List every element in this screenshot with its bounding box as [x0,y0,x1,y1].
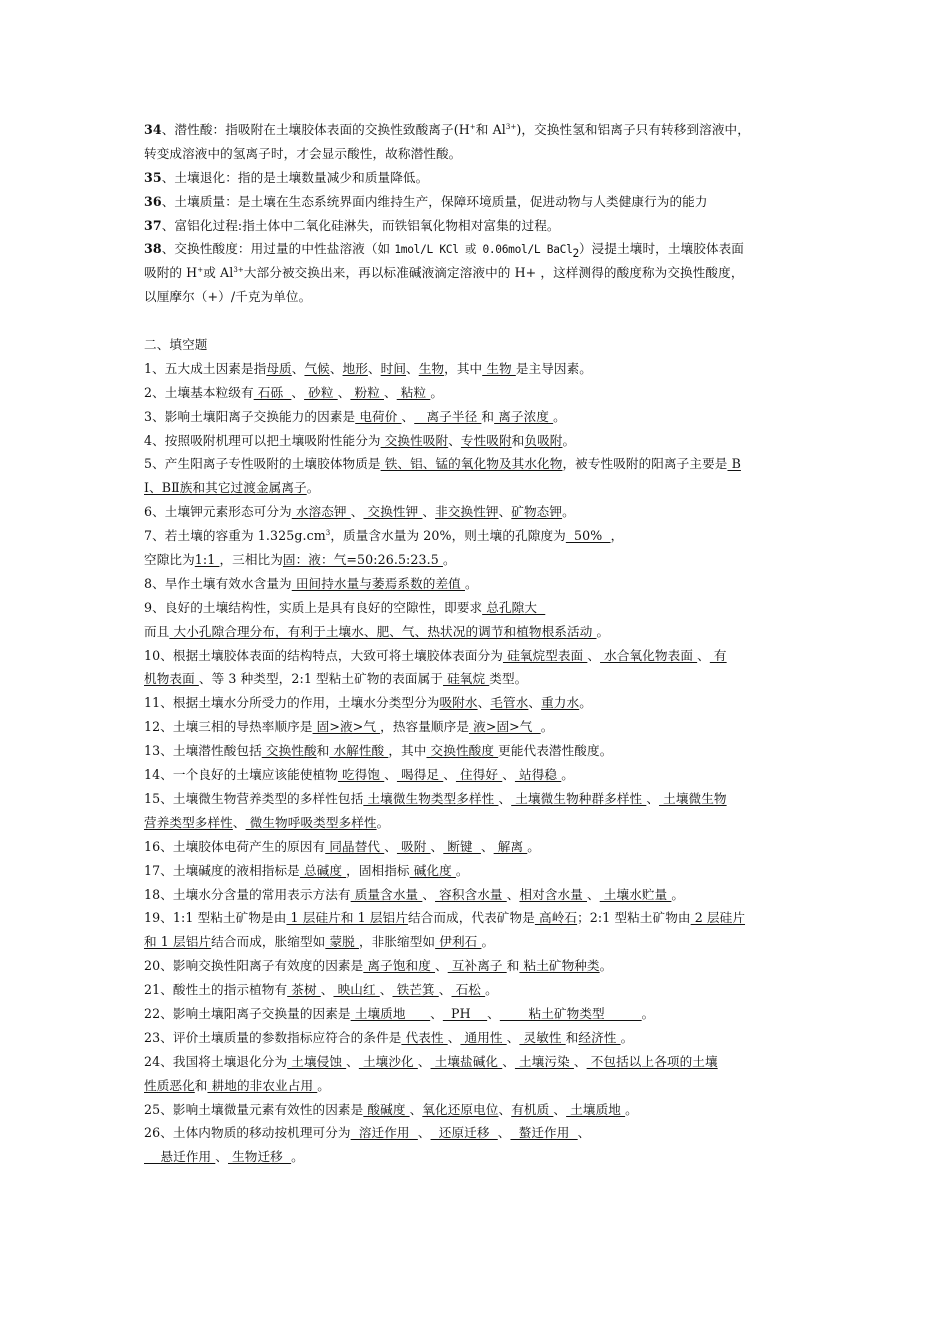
question-text: 9、良好的土壤结构性，实质上是具有良好的空隙性，即要求 [144,599,483,615]
question-text: 11、根据土壤水分所受力的作用，土壤水分类型分为 [144,695,440,711]
answer-blank: 50% [565,528,611,544]
question-text: ，热容量顺序是 [380,719,470,735]
answer-blank: 土壤微生物类型多样性 [363,790,499,806]
question-text: ，其中 [388,743,427,759]
question-text: 结合而成，胀缩型如 [211,934,326,950]
question-4 [144,429,812,453]
answer-blank: 吃得饱 [337,767,385,783]
question-text: 24、我国将土壤退化分为 [144,1053,288,1069]
document-page [144,118,812,1169]
definition-36: 36、土壤质量：是土壤在生态系统界面内维持生产，保障环境质量，促进动物与人类健康行为的能力 [144,193,708,209]
answer-blank: 酸碱度 [363,1101,410,1117]
question-text: 。 [540,719,554,735]
question-2 [144,381,812,405]
answer-blank: 总孔隙大 [482,599,546,615]
question-text: ，其中 [444,360,483,376]
question-text: 、 [379,982,393,998]
answer-blank: 伊利石 [435,934,482,950]
question-text: 、 [320,982,334,998]
question-6 [144,500,812,524]
answer-blank: 生物迁移 [228,1149,292,1165]
answer-blank: 时间 [380,360,407,376]
question-text: 。 [527,838,540,854]
answer-blank: 经济性 [578,1029,621,1045]
question-11 [144,691,812,715]
answer-blank: 机物表面 [144,671,199,687]
answer-blank: 交换性钾 [363,504,423,520]
question-text: 。 [291,1149,304,1165]
question-text: 、 [417,1125,431,1141]
question-text: 、 [506,1029,520,1045]
answer-blank: 土壤质地 [350,1005,431,1021]
question-text: 。 [596,623,610,639]
question-text: 、 [430,1005,443,1021]
question-text: 、 [697,647,710,663]
answer-blank: 矿物态钾 [511,504,563,520]
answer-blank: 质量含水量 [350,886,423,902]
question-text: 22、影响土壤阳离子交换量的因素是 [144,1005,351,1021]
question-text: 、 [384,384,397,400]
answer-blank: 还原迁移 [430,1125,498,1141]
answer-blank: 砂粒 [304,384,338,400]
answer-blank: 灵敏性 [519,1029,566,1045]
question-17 [144,859,812,883]
question-text: 和 [316,743,330,759]
question-5-cont [144,476,812,500]
question-text: 。 [481,934,495,950]
question-text: 。 [641,1005,655,1021]
answer-blank: 液>固>气 [469,719,541,735]
question-10-cont [144,667,812,691]
answer-blank: 粘土矿物种类 [519,958,600,974]
question-12 [144,715,812,739]
question-text: 1、五大成土因素是指 [144,360,267,376]
question-text: 、 [438,982,452,998]
question-text: 14、一个良好的土壤应该能使植物 [144,767,338,783]
question-9-cont [144,620,812,644]
answer-blank: 离子饱和度 [363,958,436,974]
answer-blank: 耕地的非农业占用 [207,1077,318,1093]
answer-blank: 重力水 [541,695,580,711]
question-text: 、 [443,767,456,783]
answer-blank: 生物 [418,360,445,376]
item-number: 36 [144,193,162,209]
answer-blank: 生物 [482,360,516,376]
question-text: 和 [511,432,525,448]
answer-blank: 吸附水 [439,695,478,711]
question-7-cont [144,548,812,572]
answer-blank: 铁、铝、锰的氧化物及其水化物 [380,456,563,472]
answer-blank: B [727,456,741,472]
answer-blank: 容积含水量 [435,886,507,902]
answer-blank: 土壤微生物 [659,790,727,806]
question-20 [144,954,812,978]
answer-blank: 同晶替代 [325,838,385,854]
question-text: 、 [215,1149,228,1165]
question-text: 。 [430,384,444,400]
question-text: 10、根据土壤胶体表面的结构特点，大致可将土壤胶体表面分为 [144,647,503,663]
question-19 [144,906,812,930]
question-15 [144,787,812,811]
definition-34-cont: 转变成溶液中的氢离子时，才会显示酸性，故称潜性酸。 [144,145,462,161]
question-text: 17、土壤碱度的液相指标是 [144,862,300,878]
question-text: 13、土壤潜性酸包括 [144,743,262,759]
answer-blank: 代表性 [401,1029,448,1045]
question-text: ；2:1 型粘土矿物由 [577,910,691,926]
answer-blank: 离子半径 [414,408,482,424]
question-25 [144,1098,812,1122]
question-text: 4、按照吸附机理可以把土壤吸附性能分为 [144,432,381,448]
answer-blank: 离子浓度 [494,408,554,424]
item-number: 34 [144,122,162,137]
answer-blank: 2 层硅片 [690,910,746,926]
question-text: 是主导因素。 [515,360,592,376]
question-text: 、 [406,360,419,376]
question-text: 和 [194,1077,208,1093]
definition-35: 35、土壤退化：指的是土壤数量减少和质量降低。 [144,169,429,185]
question-text: 。 [376,814,390,830]
answer-blank: 水合氧化物表面 [600,647,698,663]
answer-blank: 总碱度 [299,862,347,878]
answer-blank: 交换性酸 [261,743,317,759]
question-text: 、 [329,360,343,376]
answer-blank: 土壤盐碱化 [430,1053,503,1069]
question-text: 而且 [144,623,170,639]
answer-blank: 营养类型多样性 [144,814,233,830]
question-text: ，质量含水量为 20%，则土壤的孔隙度为 [330,528,566,544]
answer-blank: 母质 [266,360,292,376]
question-23 [144,1026,812,1050]
question-text: 。 [671,886,685,902]
question-text: 。 [553,408,566,424]
answer-blank: 负吸附 [524,432,563,448]
item-number: 35 [144,169,162,185]
question-text: 、 [384,838,397,854]
question-3 [144,405,812,429]
question-9 [144,596,812,620]
answer-blank: 住得好 [455,767,503,783]
question-text: ， [610,528,624,544]
answer-blank: 土壤微生物种群多样性 [511,790,647,806]
answer-blank: 站得稳 [514,767,562,783]
question-text: 、 [232,814,246,830]
question-text: 3、影响土壤阳离子交换能力的因素是 [144,408,356,424]
question-text: 5、产生阳离子专性吸附的土壤胶体物质是 [144,456,381,472]
question-text: 。 [561,767,574,783]
answer-blank: 溶迁作用 [350,1125,418,1141]
question-8 [144,572,812,596]
answer-blank: 性质恶化 [144,1077,195,1093]
question-text: 、 [367,360,381,376]
answer-blank: 非交换性钾 [435,504,499,520]
question-text: 、 [587,886,600,902]
question-text: 、 [337,384,351,400]
question-19-cont [144,930,812,954]
question-text: 18、土壤水分含量的常用表示方法有 [144,886,351,902]
answer-blank: 不包括以上各项的土壤 [586,1053,718,1069]
answer-blank: 1:1 [194,552,220,568]
answer-blank: 水解性酸 [329,743,389,759]
question-13 [144,739,812,763]
definition-38: 38、交换性酸度：用过量的中性盐溶液（如 1mol/L KCl 或 0.06mol/L BaCl$_2$）浸提土壤时，土壤胶体表面 [144,241,745,261]
answer-blank: 粘土矿物类型 [499,1005,642,1021]
question-text: 、 [506,886,520,902]
question-text: 、 [409,1101,423,1117]
question-text: 26、土体内物质的移动按机理可分为 [144,1125,351,1141]
question-text: 。 [455,862,469,878]
question-text: 空隙比为 [144,552,195,568]
question-text: 。 [485,982,498,998]
question-text: 、 [498,1101,512,1117]
answer-blank: 1 层硅片和 1 层铝片 [286,910,408,926]
answer-blank: 相对含水量 [519,886,587,902]
question-text: 、 [502,767,515,783]
answer-blank: 和 1 层铝片 [144,934,212,950]
question-text: 。 [562,504,575,520]
superscript: 3 [325,529,331,538]
question-text: 、 [573,1053,587,1069]
question-text: 和 [481,408,495,424]
question-text: 、 [447,1029,461,1045]
question-text: 。 [562,432,576,448]
question-text: 。 [317,1077,330,1093]
answer-blank: 悬迁作用 [144,1149,216,1165]
question-text: 20、影响交换性阳离子有效度的因素是 [144,958,364,974]
answer-blank: 映山红 [333,982,380,998]
question-text: 7、若土壤的容重为 1.325g.cm [144,528,326,544]
definition-38-cont2: 以厘摩尔（+）/千克为单位。 [144,289,312,305]
answer-blank: 毛管水 [490,695,529,711]
question-text: 、 [435,958,448,974]
question-text: 、 [350,504,364,520]
question-text: 、 [487,1005,500,1021]
question-text: 2、土壤基本粒级有 [144,384,254,400]
answer-blank: 解离 [493,838,528,854]
question-text: 23、评价土壤质量的参数指标应符合的条件是 [144,1029,402,1045]
answer-blank: 固：液：气=50:26.5:23.5 [282,552,443,568]
question-text: 6、土壤钾元素形态可分为 [144,504,292,520]
question-text: 。 [599,958,613,974]
question-text: 、 [417,1053,431,1069]
question-text: 结合而成，代表矿物是 [407,910,535,926]
question-text: 。 [306,480,320,496]
answer-blank: 有机质 [511,1101,554,1117]
question-26-cont [144,1145,812,1169]
answer-blank: 土壤水贮量 [599,886,672,902]
question-text: 。 [625,1101,638,1117]
question-16 [144,835,812,859]
question-text: 、 [646,790,660,806]
question-text: 、等 3 种类型，2:1 型粘土矿物的表面属于 [198,671,443,687]
question-text: 、 [448,432,461,448]
question-text: 21、酸性土的指示植物有 [144,982,288,998]
question-text: 、 [422,886,436,902]
question-text: 、 [553,1101,567,1117]
answer-blank: 土壤沙化 [358,1053,418,1069]
question-text: ，非胀缩型如 [358,934,436,950]
answer-blank: 石松 [451,982,486,998]
question-text: 25、影响土壤微量元素有效性的因素是 [144,1101,364,1117]
answer-blank: 粉粒 [350,384,384,400]
answer-blank: 硅氧烷型表面 [502,647,588,663]
answer-blank: 电荷价 [355,408,402,424]
item-number: 38 [144,241,162,257]
question-text: 和 [565,1029,579,1045]
answer-blank: 茶树 [287,982,321,998]
question-text: 和 [506,958,520,974]
question-text: 、 [291,360,305,376]
definition-37: 37、富铝化过程:指土体中二氧化硅淋失，而铁铝氧化物相对富集的过程。 [144,217,560,233]
question-5 [144,452,812,476]
question-text: ，三相比为 [219,552,283,568]
answer-blank: 土壤质地 [566,1101,626,1117]
answer-blank: 气候 [304,360,330,376]
definition-34: 34、潜性酸：指吸附在土壤胶体表面的交换性致酸离子(H+和 $Al^{3+}$)，交换性氢和铝离子只有转移到溶液中， [144,122,750,137]
question-text: 、 [422,504,436,520]
answer-blank: 氧化还原电位 [422,1101,499,1117]
question-text: 、 [430,838,444,854]
answer-blank: 螯迁作用 [510,1125,578,1141]
answer-blank: 交换性吸附 [380,432,449,448]
question-15-cont [144,811,812,835]
answer-blank: 水溶态钾 [291,504,351,520]
question-text: 。 [579,695,592,711]
question-24-cont [144,1074,812,1098]
answer-blank: 土壤污染 [514,1053,574,1069]
question-text: 、 [480,838,494,854]
answer-blank: 固>液>气 [312,719,381,735]
question-text: 16、土壤胶体电荷产生的原因有 [144,838,326,854]
question-14 [144,763,812,787]
question-22 [144,1002,812,1026]
question-text: 、 [346,1053,359,1069]
question-text: 12、土壤三相的导热率顺序是 [144,719,313,735]
answer-blank: 吸附 [396,838,431,854]
question-text: 、 [498,790,512,806]
spacer [144,309,812,333]
answer-blank: 粘粒 [396,384,431,400]
answer-blank: 碱化度 [409,862,456,878]
answer-blank: 专性吸附 [460,432,512,448]
question-text: 8、旱作土壤有效水含量为 [144,575,292,591]
question-text: 15、土壤微生物营养类型的多样性包括 [144,790,364,806]
question-text: 19、1:1 型粘土矿物是由 [144,910,287,926]
question-10 [144,644,812,668]
question-text: ，被专性吸附的阳离子主要是 [562,456,728,472]
question-text: 、 [587,647,601,663]
question-text: 更能代表潜性酸度。 [498,743,613,759]
question-text: 、 [477,695,491,711]
question-21 [144,978,812,1002]
answer-blank: 高岭石 [534,910,578,926]
question-7 [144,524,812,548]
answer-blank: 微生物呼吸类型多样性 [245,814,377,830]
question-1 [144,357,812,381]
answer-blank: 大小孔隙合理分布，有利于土壤水、肥、气、热状况的调节和植物根系活动 [169,623,597,639]
answer-blank: 互补离子 [447,958,507,974]
answer-blank: 交换性酸度 [426,743,499,759]
item-number: 37 [144,217,162,233]
question-text: 、 [528,695,542,711]
question-text: 。 [442,552,456,568]
answer-blank: 通用性 [460,1029,507,1045]
question-text: 类型。 [489,671,528,687]
question-text: 、 [498,504,512,520]
answer-blank: 有 [709,647,727,663]
question-text: ，固相指标 [346,862,410,878]
question-text: 。 [464,575,478,591]
answer-blank: 硅氧烷 [442,671,490,687]
answer-blank: 喝得足 [396,767,444,783]
answer-blank: PH [442,1005,488,1021]
question-text: 、 [497,1125,511,1141]
question-18 [144,883,812,907]
answer-blank: Ⅰ、BⅡ族和其它过渡金属离子 [144,480,307,496]
answer-blank: 土壤侵蚀 [287,1053,347,1069]
answer-blank: 断键 [443,838,481,854]
question-text: 。 [620,1029,634,1045]
section-title: 二、填空题 [144,337,208,353]
question-text: 、 [384,767,397,783]
question-24 [144,1050,812,1074]
question-text: 、 [577,1125,591,1141]
question-text: 、 [291,384,305,400]
answer-blank: 铁芒箕 [392,982,439,998]
definition-38-cont: 吸附的 H+或 $Al^{3+}$大部分被交换出来，再以标准碱液滴定溶液中的 H+ ，这样测得的酸度称为交换性酸度， [144,265,744,281]
answer-blank: 田间持水量与萎焉系数的差值 [291,575,465,591]
answer-blank: 蒙脱 [325,934,359,950]
question-text: 、 [401,408,415,424]
answer-blank: 地形 [342,360,368,376]
answer-blank: 石砾 [253,384,292,400]
question-text: 、 [502,1053,515,1069]
question-26 [144,1121,812,1145]
